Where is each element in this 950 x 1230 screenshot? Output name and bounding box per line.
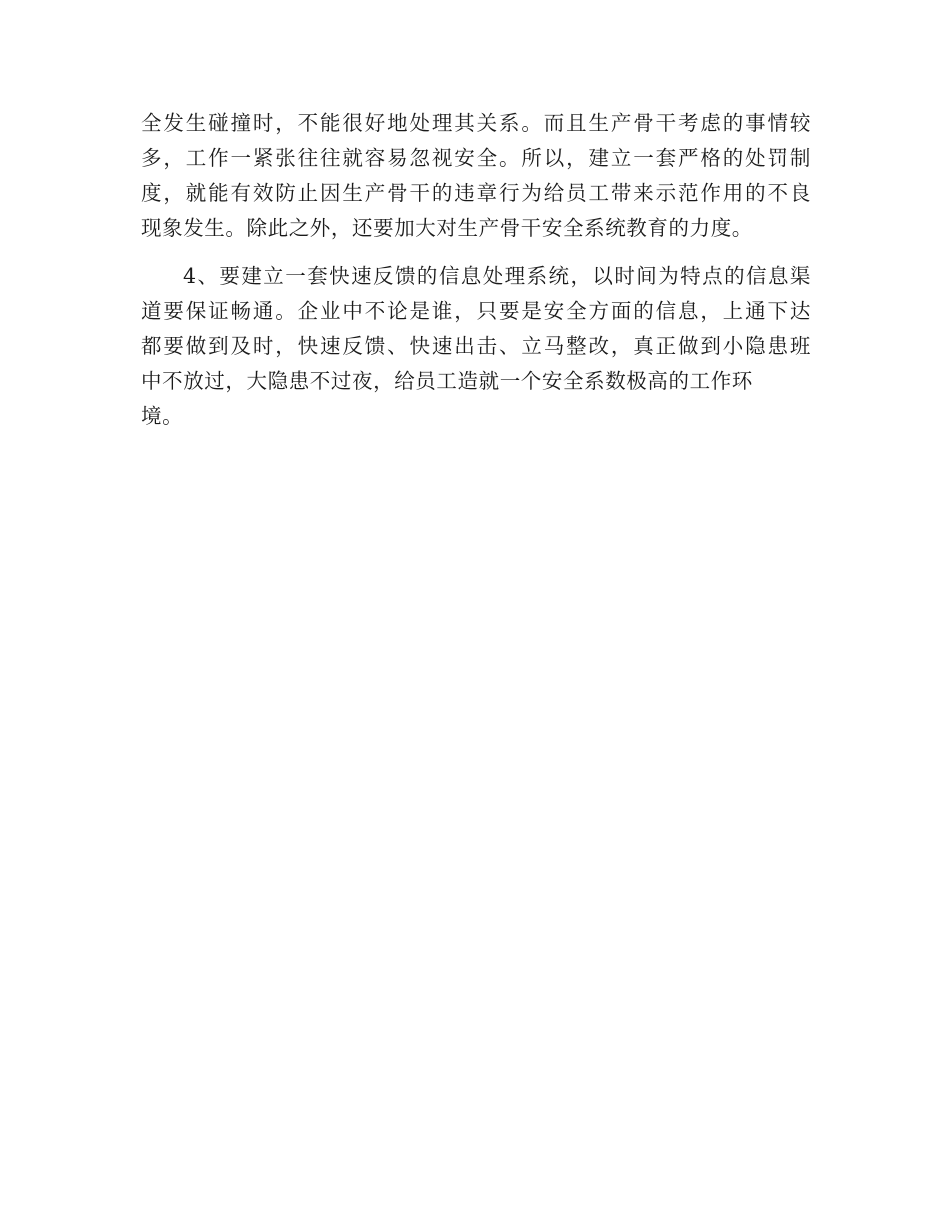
text-line: 都要做到及时，快速反馈、快速出击、立马整改，真正做到小隐患班 [141,334,811,358]
text-line: 道要保证畅通。企业中不论是谁，只要是安全方面的信息，上通下达 [141,299,811,323]
paragraph-1 [141,106,811,246]
text-line: 全发生碰撞时，不能很好地处理其关系。而且生产骨干考虑的事情较 [141,111,811,135]
text-line: 度，就能有效防止因生产骨干的违章行为给员工带来示范作用的不良 [141,181,811,205]
text-line: 4、要建立一套快速反馈的信息处理系统，以时间为特点的信息渠 [183,264,811,288]
document-body [141,106,811,434]
text-line: 中不放过，大隐患不过夜，给员工造就一个安全系数极高的工作环 [141,369,753,393]
text-line: 现象发生。除此之外，还要加大对生产骨干安全系统教育的力度。 [141,216,753,240]
paragraph-2 [141,259,811,434]
text-line: 多，工作一紧张往往就容易忽视安全。所以，建立一套严格的处罚制 [141,146,811,170]
text-line: 境。 [141,404,184,428]
